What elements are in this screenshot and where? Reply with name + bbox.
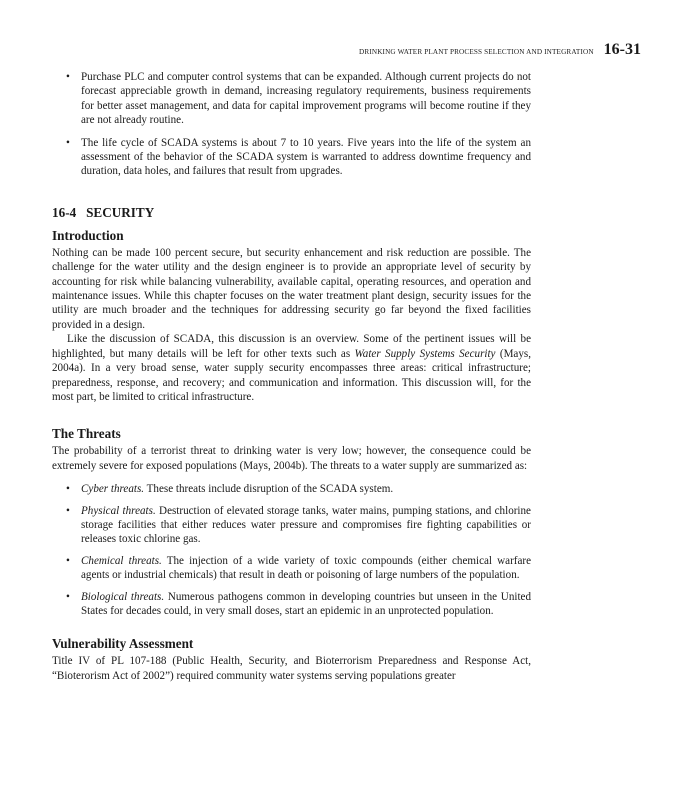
paragraph-text: (Mays, 2004a). In a very broad sense, water supply security encompasses three areas: critical infrastructure; preparedness, response, and recovery; and communication and information. This discussion will, for the most part, be limited to critical infrastructure. xyxy=(52,347,531,403)
section-number: 16-4 xyxy=(52,204,77,220)
threat-term: Cyber threats. xyxy=(81,483,145,496)
page-content xyxy=(52,70,531,683)
list-item-text xyxy=(81,504,531,547)
vulnerability-paragraph: Title IV of PL 107-188 (Public Health, Security, and Bioterrorism Preparedness and Response Act, “Bioterorism Act of 2002”) required community water systems serving populations greater xyxy=(52,655,531,682)
list-item-text: Purchase PLC and computer control systems that can be expanded. Although current projects do not forecast appreciable growth in demand, increasing regulatory requirements, business requirements for better asset management, and data for capital improvement programs will become routine if they are not already routine. xyxy=(81,71,531,127)
introduction-paragraph-2 xyxy=(52,332,531,404)
vulnerability-heading: Vulnerability Assessment xyxy=(52,636,194,652)
cited-book-title: Water Supply Systems Security xyxy=(354,347,496,360)
threat-description: These threats include disruption of the SCADA system. xyxy=(144,483,394,496)
list-item xyxy=(52,70,531,128)
list-item xyxy=(52,136,531,179)
list-item-text xyxy=(81,590,531,619)
introduction-heading: Introduction xyxy=(52,227,124,243)
threat-description: Numerous pathogens common in developing countries but unseen in the United States for decades could, in very small doses, start an epidemic in an unprotected population. xyxy=(81,590,531,617)
list-item xyxy=(52,504,531,547)
list-item xyxy=(52,590,531,619)
list-item-text xyxy=(81,482,531,496)
bullet-glyph: • xyxy=(66,554,70,567)
scada-recommendations-list xyxy=(52,70,531,179)
list-item-text: The life cycle of SCADA systems is about 7 to 10 years. Five years into the life of the system an assessment of the behavior of the SCADA system is warranted to address downtime frequency and duration, data holes, and failures that result from upgrades. xyxy=(81,136,531,178)
threats-paragraph: The probability of a terrorist threat to drinking water is very low; however, the consequence could be extremely severe for exposed populations (Mays, 2004b). The threats to a water supply are summarized as: xyxy=(52,445,531,472)
threat-term: Chemical threats. xyxy=(81,554,162,567)
threats-list xyxy=(52,482,531,618)
bullet-glyph: • xyxy=(66,136,70,149)
list-item xyxy=(52,554,531,583)
running-head-title: DRINKING WATER PLANT PROCESS SELECTION AND INTEGRATION xyxy=(359,48,594,56)
section-heading xyxy=(52,205,531,221)
threat-description: The injection of a wide variety of toxic compounds (either chemical warfare agents or industrial chemicals) that result in death or poisoning of large numbers of the population. xyxy=(81,554,531,582)
bullet-glyph: • xyxy=(66,71,70,83)
running-head xyxy=(359,41,641,61)
threat-term: Physical threats. xyxy=(81,504,156,517)
bullet-glyph: • xyxy=(66,590,70,603)
list-item-text xyxy=(81,554,531,583)
list-item xyxy=(52,482,531,496)
page-number: 16-31 xyxy=(603,41,641,58)
bullet-glyph: • xyxy=(66,504,70,517)
threat-description: Destruction of elevated storage tanks, water mains, pumping stations, and chlorine storage facilities that either reduces water pressure and compromises fire fighting capabilities or releases toxic chlorine gas. xyxy=(81,504,531,546)
paragraph-text: Like the discussion of SCADA, this discussion is an overview. Some of the pertinent issues will be highlighted, but many details will be left for other texts such as xyxy=(52,333,531,360)
bullet-glyph: • xyxy=(66,483,70,496)
section-title: SECURITY xyxy=(86,204,155,220)
threat-term: Biological threats. xyxy=(81,590,165,603)
threats-heading: The Threats xyxy=(52,426,121,442)
introduction-paragraph-1: Nothing can be made 100 percent secure, but security enhancement and risk reduction are possible. The challenge for the water utility and the design engineer is to provide an appropriate level of security by accounting for risk while balancing vulnerability, available capital, operating resources, and operation and maintenance issues. While this chapter focuses on the water treatment plant design, security issues for the utility are much broader and the techniques for addressing security go far beyond the fixed facilities provided in a design. xyxy=(52,246,531,331)
